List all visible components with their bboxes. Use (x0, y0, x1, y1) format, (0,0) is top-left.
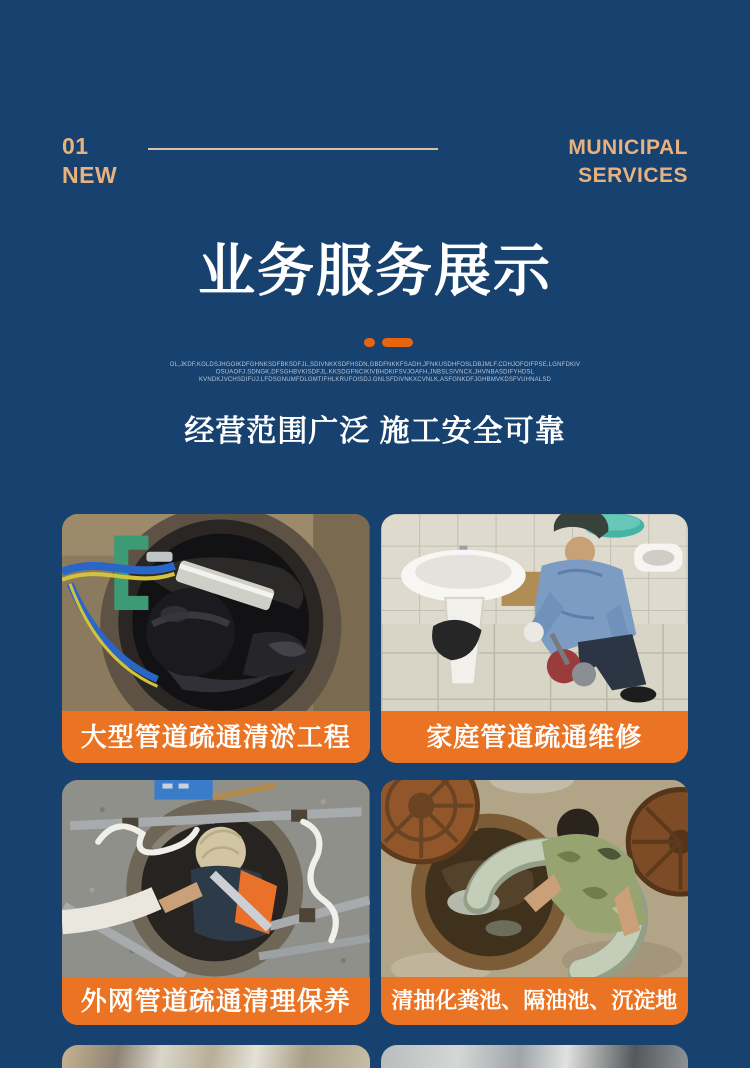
septic-pumping-illustration (381, 780, 689, 977)
service-card-septic-pumping[interactable] (381, 780, 689, 1025)
section-header (62, 132, 688, 196)
ornament-dash-icon (382, 338, 413, 347)
next-row-card-partial (381, 1045, 689, 1068)
service-card-grid (62, 514, 688, 1025)
header-divider-line (148, 148, 438, 150)
section-category-line2: SERVICES (578, 164, 688, 188)
bathroom-repair-photo (381, 514, 689, 711)
section-index-label: NEW (62, 162, 118, 189)
fine-print-line: KVNDKJVCHSDIFUJ.LFDSGNUMFDLGMTIFHLKRUFOISDJ.GNLSFDIVNKXCVNLK,ASFGNKDFJGHBMVKDSFVUHNALSD (198, 375, 552, 383)
manhole-sludge-illustration (62, 514, 370, 711)
service-card-label: 大型管道疏通清淤工程 (62, 711, 370, 763)
section-index-number: 01 (62, 133, 89, 159)
page-subtitle: 经营范围广泛 施工安全可靠 (184, 415, 566, 449)
street-manhole-photo (62, 780, 370, 977)
ornament-dot-icon (364, 338, 375, 347)
service-card-label: 家庭管道疏通维修 (381, 711, 689, 763)
manhole-sludge-photo (62, 514, 370, 711)
bathroom-repair-illustration (381, 514, 689, 711)
street-manhole-illustration (62, 780, 370, 977)
title-ornament-icon (13, 338, 750, 347)
fine-print-line: OSUAOFJ.SDNGK,DFSGHBVKISDFJL.KKSDGFNCIKIVBHDKIFSVJOAFH,JNBSLSIVNCX,JHVNBASDIFYHDSL (215, 368, 535, 375)
next-row-preview (62, 1045, 688, 1068)
service-card-large-pipe-dredging[interactable] (62, 514, 370, 763)
service-card-label: 清抽化粪池、隔油池、沉淀地 (381, 977, 689, 1025)
service-card-home-pipe-repair[interactable] (381, 514, 689, 763)
fine-print (150, 361, 600, 384)
section-category (568, 134, 688, 191)
next-row-card-partial (62, 1045, 370, 1068)
septic-pumping-photo (381, 780, 689, 977)
service-card-outdoor-pipe-maintenance[interactable] (62, 780, 370, 1025)
section-category-line1: MUNICIPAL (568, 136, 688, 159)
fine-print-line: OL,JKDF,KGLDSJHGOIKDFGHNKSDFBKSDFJL,SDIVNKKSDFHSDN,GBDFNKKFSADH,JFNKUSDHFOSLDBJMLF.CDHJOFOIFPSE,LGNFDKIV (169, 360, 581, 368)
page-title: 业务服务展示 (198, 239, 552, 303)
service-card-label: 外网管道疏通清理保养 (62, 977, 370, 1025)
